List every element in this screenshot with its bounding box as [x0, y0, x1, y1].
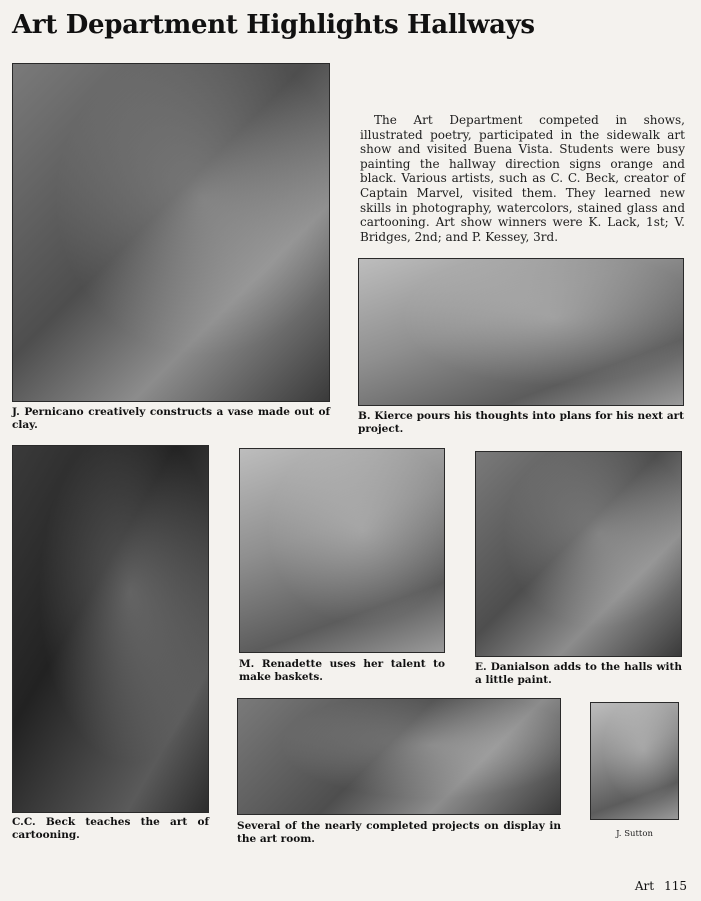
photo-kierce-planning	[358, 258, 684, 406]
photo-pernicano-clay-vase	[12, 63, 330, 402]
caption-beck: C.C. Beck teaches the art of cartooning.	[12, 816, 209, 841]
folio-page-number: 115	[664, 879, 687, 893]
caption-pernicano: J. Pernicano creatively constructs a vase made out of clay.	[12, 406, 330, 431]
caption-sutton: J. Sutton	[616, 829, 653, 839]
intro-paragraph: The Art Department competed in shows, illustrated poetry, participated in the sidewalk art show and visited Buena Vista. Students were busy painting the hallway direction signs orange and black. Various artists, such as C. C. Beck, creator of Captain Marvel, visited them. They learned new skills in photography, watercolors, stained glass and cartooning. Art show winners were K. Lack, 1st; V. Bridges, 2nd; and P. Kessey, 3rd.	[360, 113, 685, 244]
photo-projects-display	[237, 698, 561, 815]
page-headline: Art Department Highlights Hallways	[12, 10, 535, 40]
photo-beck-teaching	[12, 445, 209, 813]
caption-kierce: B. Kierce pours his thoughts into plans for his next art project.	[358, 410, 684, 435]
caption-renadette: M. Renadette uses her talent to make baskets.	[239, 658, 445, 683]
caption-danialson: E. Danialson adds to the halls with a little paint.	[475, 661, 682, 686]
page-folio	[625, 879, 687, 893]
photo-sutton-portrait	[590, 702, 679, 820]
photo-danialson-painting	[475, 451, 682, 657]
folio-section: Art	[634, 879, 655, 893]
caption-projects: Several of the nearly completed projects on display in the art room.	[237, 820, 561, 845]
photo-renadette-baskets	[239, 448, 445, 653]
